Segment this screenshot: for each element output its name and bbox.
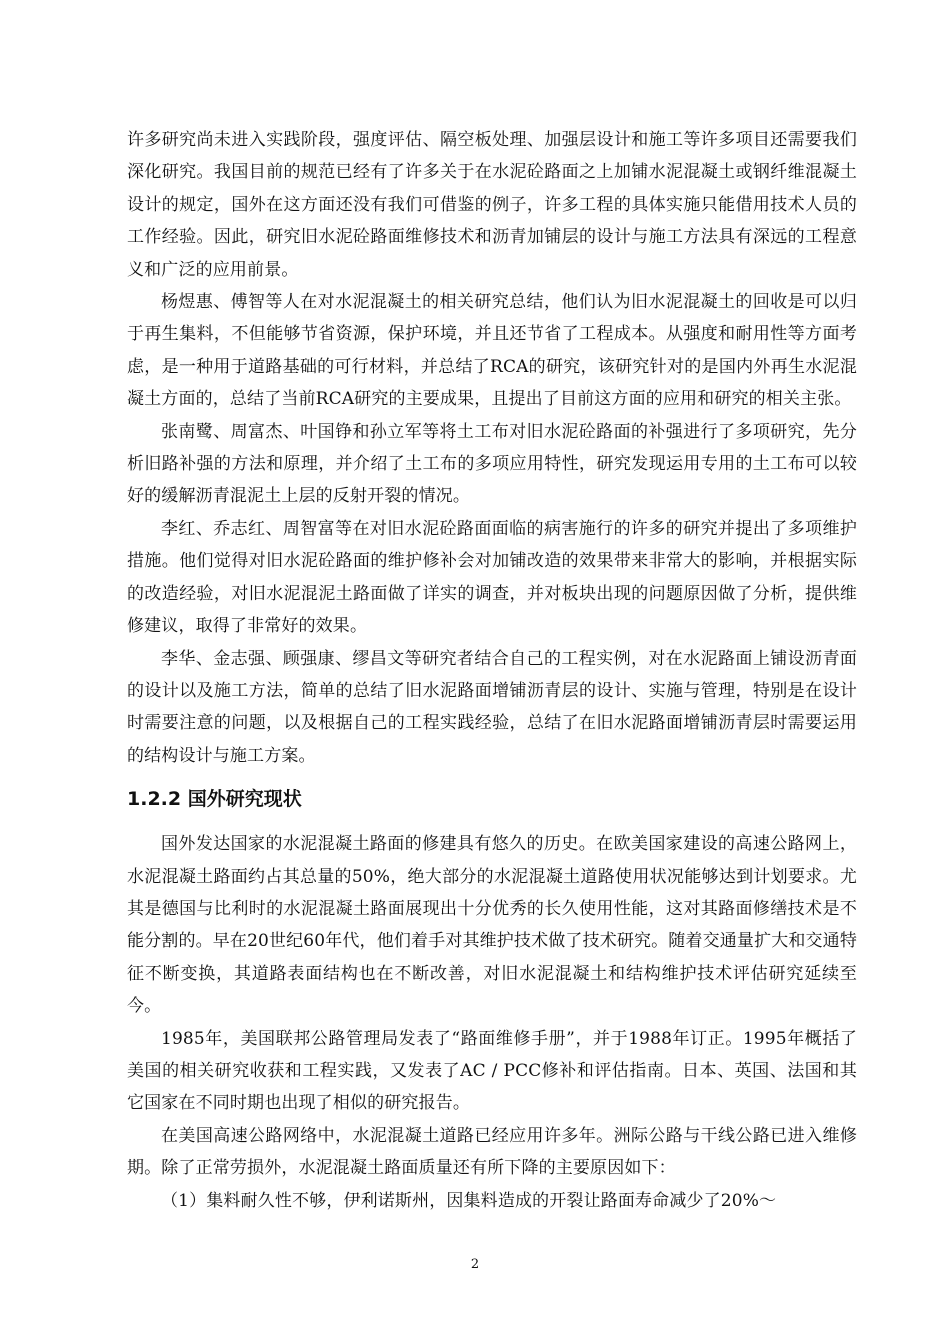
paragraph-continued: 许多研究尚未进入实践阶段，强度评估、隔空板处理、加强层设计和施工等许多项目还需要我们深化研究。我国目前的规范已经有了许多关于在水泥砼路面之上加铺水泥混凝土或钢纤维混凝土设计的规定，国外在这方面还没有我们可借鉴的例子，许多工程的具体实施只能借用技术人员的工作经验。因此，研究旧水泥砼路面维修技术和沥青加铺层的设计与施工方法具有深远的工程意义和广泛的应用前景。 [127,130,857,280]
document-body [127,124,857,1217]
paragraph-li-hua: 李华、金志强、顾强康、缪昌文等研究者结合自己的工程实例，对在水泥路面上铺设沥青面的设计以及施工方法，简单的总结了旧水泥路面增铺沥青层的设计、实施与管理，特别是在设计时需要注意的问题，以及根据自己的工程实践经验，总结了在旧水泥路面增铺沥青层时需要运用的结构设计与施工方案。 [127,648,857,766]
paragraph-zhang-nanlu: 张南鹭、周富杰、叶国铮和孙立军等将土工布对旧水泥砼路面的补强进行了多项研究，先分析旧路补强的方法和原理，并介绍了土工布的多项应用特性，研究发现运用专用的土工布可以较好的缓解沥青混泥土上层的反射开裂的情况。 [127,421,857,507]
paragraph-yang-yuhui: 杨煜惠、傅智等人在对水泥混凝土的相关研究总结，他们认为旧水泥混凝土的回收是可以归于再生集料，不但能够节省资源，保护环境，并且还节省了工程成本。从强度和耐用性等方面考虑，是一种用于道路基础的可行材料，并总结了RCA的研究，该研究针对的是国内外再生水泥混凝土方面的，总结了当前RCA研究的主要成果，且提出了目前这方面的应用和研究的相关主张。 [127,292,857,410]
paragraph-li-hong: 李红、乔志红、周智富等在对旧水泥砼路面面临的病害施行的许多的研究并提出了多项维护措施。他们觉得对旧水泥砼路面的维护修补会对加铺改造的效果带来非常大的影响，并根据实际的改造经验，对旧水泥混泥土路面做了详实的调查，并对板块出现的问题原因做了分析，提供维修建议，取得了非常好的效果。 [127,518,857,637]
paragraph-foreign-history: 国外发达国家的水泥混凝土路面的修建具有悠久的历史。在欧美国家建设的高速公路网上，水泥混凝土路面约占其总量的50%，绝大部分的水泥混凝土道路使用状况能够达到计划要求。尤其是德国与比利时的水泥混凝土路面展现出十分优秀的长久使用性能，这对其路面修缮技术是不能分割的。早在20世纪60年代，他们着手对其维护技术做了技术研究。随着交通量扩大和交通特征不断变换，其道路表面结构也在不断改善，对旧水泥混凝土和结构维护技术评估研究延续至今。 [127,834,857,1017]
page-number: 2 [470,1257,480,1272]
section-heading: 1.2.2 国外研究现状 [127,788,302,811]
paragraph-list-item-1: （1）集料耐久性不够，伊利诺斯州，因集料造成的开裂让路面寿命减少了20%～ [161,1190,777,1211]
paragraph-us-highways: 在美国高速公路网络中，水泥混凝土道路已经应用许多年。洲际公路与干线公路已进入维修期。除了正常劳损外，水泥混凝土路面质量还有所下降的主要原因如下： [127,1125,857,1179]
paragraph-fhwa-manual: 1985年，美国联邦公路管理局发表了“路面维修手册”，并于1988年订正。1995年概括了美国的相关研究收获和工程实践，又发表了AC / PCC修补和评估指南。日本、英国、法国和其它国家在不同时期也出现了相似的研究报告。 [127,1028,857,1114]
